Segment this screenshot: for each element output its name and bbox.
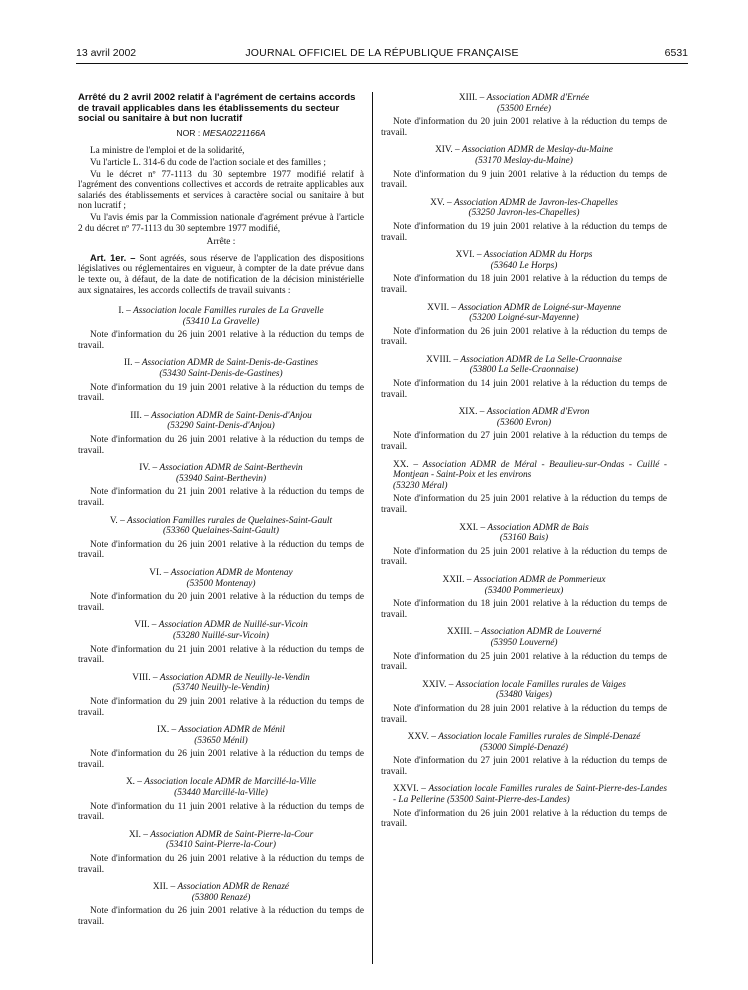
column-divider bbox=[372, 92, 373, 964]
agreement-heading bbox=[78, 411, 364, 422]
association-location: (53000 Simplé-Denazé) bbox=[479, 742, 569, 753]
agreement-heading bbox=[381, 732, 667, 743]
association-name: Association ADMR de Renazé bbox=[177, 882, 290, 893]
visa-3: Vu l'avis émis par la Commission nationale d'agrément prévue à l'article 2 du décret nº 77-1113 du 30 septembre 1977 modifié, bbox=[78, 212, 364, 234]
agreement-heading bbox=[381, 523, 667, 534]
agreement-item bbox=[381, 355, 667, 400]
agreement-number: VIII. – bbox=[132, 672, 158, 683]
agreement-number: XIX. – bbox=[458, 407, 485, 418]
association-location: (53600 Evron) bbox=[496, 417, 552, 428]
association-name: Association locale Familles rurales de Simplé-Denazé bbox=[438, 732, 641, 743]
agreement-number: II. – bbox=[123, 358, 140, 369]
page-number: 6531 bbox=[664, 47, 688, 59]
agreement-number: XXV. – bbox=[407, 732, 436, 743]
agreement-number: XXI. – bbox=[459, 522, 486, 533]
agreement-number: V. – bbox=[109, 515, 125, 526]
agreement-heading bbox=[381, 680, 667, 691]
agreement-number: XII. – bbox=[152, 882, 176, 893]
agreement-item bbox=[78, 516, 364, 561]
agreement-heading bbox=[381, 198, 667, 209]
agreement-heading bbox=[381, 627, 667, 638]
visa-1: Vu l'article L. 314-6 du code de l'action sociale et des familles ; bbox=[90, 157, 326, 168]
association-location: (53740 Neuilly-le-Vendin) bbox=[172, 683, 270, 694]
agreement-heading bbox=[78, 568, 364, 579]
agreement-heading bbox=[78, 306, 364, 317]
agreement-number: XXIV. – bbox=[422, 679, 454, 690]
arrete-line: Arrête : bbox=[206, 237, 236, 248]
agreement-heading bbox=[78, 620, 364, 631]
association-name: Association Familles rurales de Quelaines-Saint-Gault bbox=[127, 515, 333, 526]
information-note: Note d'information du 11 juin 2001 relative à la réduction du temps de travail. bbox=[78, 801, 364, 823]
information-note: Note d'information du 26 juin 2001 relative à la réduction du temps de travail. bbox=[78, 539, 364, 561]
header-rule bbox=[76, 63, 688, 64]
association-name: Association ADMR de La Selle-Craonnaise bbox=[460, 354, 622, 365]
agreement-number: VII. – bbox=[134, 620, 157, 631]
issue-date: 13 avril 2002 bbox=[76, 47, 137, 59]
agreement-item bbox=[381, 460, 667, 516]
association-name: Association ADMR de Louverné bbox=[481, 627, 602, 638]
agreement-item bbox=[381, 198, 667, 243]
agreement-list-right bbox=[381, 93, 667, 830]
agreement-item bbox=[381, 680, 667, 725]
association-location: (53940 Saint-Berthevin) bbox=[175, 473, 267, 484]
association-location: (53440 Marcillé-la-Ville) bbox=[174, 788, 268, 799]
information-note: Note d'information du 9 juin 2001 relative à la réduction du temps de travail. bbox=[381, 169, 667, 191]
nor-reference bbox=[78, 128, 364, 139]
association-name: Association ADMR de Saint-Berthevin bbox=[159, 463, 303, 474]
agreement-number: I. – bbox=[118, 306, 131, 317]
information-note: Note d'information du 29 juin 2001 relative à la réduction du temps de travail. bbox=[78, 696, 364, 718]
agreement-heading bbox=[381, 93, 667, 104]
agreement-heading bbox=[78, 882, 364, 893]
agreement-item bbox=[381, 523, 667, 568]
page-header bbox=[76, 47, 688, 63]
association-name: Association ADMR du Horps bbox=[483, 250, 593, 261]
information-note: Note d'information du 18 juin 2001 relative à la réduction du temps de travail. bbox=[381, 599, 667, 620]
agreement-heading bbox=[381, 355, 667, 366]
information-note: Note d'information du 20 juin 2001 relative à la réduction du temps de travail. bbox=[381, 117, 667, 138]
association-location: (53280 Nuillé-sur-Vicoin) bbox=[173, 630, 269, 641]
association-location: (53290 Saint-Denis-d'Anjou) bbox=[167, 421, 275, 432]
agreement-item bbox=[381, 303, 667, 348]
article-text: Sont agréés, sous réserve de l'application des dispositions législatives ou réglementaires en vigueur, à compter de la date prévue dans le texte ou, à défaut, de la date de notification de la décision ministérielle aux signataires, les accords collectifs de travail suivants : bbox=[78, 253, 364, 296]
association-location: (53160 Bais) bbox=[499, 533, 549, 544]
association-location: (53650 Ménil) bbox=[194, 735, 248, 746]
association-location: (53230 Méral) bbox=[393, 480, 448, 491]
agreement-list-left bbox=[78, 306, 364, 928]
association-name: Association ADMR de Ménil bbox=[178, 725, 285, 736]
association-location: (53800 Renazé) bbox=[191, 892, 251, 903]
agreement-heading bbox=[381, 784, 667, 805]
agreement-item bbox=[381, 250, 667, 295]
association-name: Association locale Familles rurales de Vaiges bbox=[455, 679, 626, 690]
information-note: Note d'information du 25 juin 2001 relative à la réduction du temps de travail. bbox=[381, 651, 667, 673]
association-location: (53360 Quelaines-Saint-Gault) bbox=[163, 526, 279, 537]
agreement-heading bbox=[381, 250, 667, 261]
agreement-heading bbox=[78, 358, 364, 369]
agreement-item bbox=[381, 575, 667, 620]
association-name: Association ADMR de Meslay-du-Maine bbox=[462, 145, 613, 156]
agreement-item bbox=[78, 620, 364, 665]
visa-2: Vu le décret nº 77-1113 du 30 septembre 1977 modifié relatif à l'agrément des conventions collectives et accords de retraite applicables aux salariés des établissements et services à caractère social ou sanitaire à but non lucratif ; bbox=[78, 169, 364, 212]
information-note: Note d'information du 27 juin 2001 relative à la réduction du temps de travail. bbox=[381, 756, 667, 777]
agreement-number: XXII. – bbox=[442, 574, 472, 585]
decree-title: Arrêté du 2 avril 2002 relatif à l'agrément de certains accords de travail applicables dans les établissements du secteur social ou sanitaire à but non lucratif bbox=[78, 92, 356, 125]
agreement-heading bbox=[381, 575, 667, 586]
agreement-number: XVII. – bbox=[427, 302, 456, 313]
association-location: (53410 La Gravelle) bbox=[182, 316, 260, 327]
agreement-number: IX. – bbox=[157, 725, 177, 736]
agreement-item bbox=[381, 784, 667, 829]
information-note: Note d'information du 21 juin 2001 relative à la réduction du temps de travail. bbox=[78, 487, 364, 508]
information-note: Note d'information du 18 juin 2001 relative à la réduction du temps de travail. bbox=[381, 274, 667, 295]
information-note: Note d'information du 19 juin 2001 relative à la réduction du temps de travail. bbox=[78, 382, 364, 404]
association-name: Association locale Familles rurales de La Gravelle bbox=[133, 306, 324, 317]
association-name: Association locale ADMR de Marcillé-la-Ville bbox=[144, 777, 317, 788]
agreement-heading bbox=[78, 777, 364, 788]
information-note: Note d'information du 28 juin 2001 relative à la réduction du temps de travail. bbox=[381, 703, 667, 725]
nor-label: NOR : bbox=[176, 127, 203, 138]
association-location: (53640 Le Horps) bbox=[490, 260, 558, 271]
association-location: (53410 Saint-Pierre-la-Cour) bbox=[166, 840, 276, 851]
right-column bbox=[381, 93, 667, 837]
agreement-heading bbox=[78, 725, 364, 736]
agreement-item bbox=[78, 882, 364, 927]
information-note: Note d'information du 19 juin 2001 relative à la réduction du temps de travail. bbox=[381, 221, 667, 243]
information-note: Note d'information du 26 juin 2001 relative à la réduction du temps de travail. bbox=[381, 326, 667, 348]
left-column bbox=[78, 93, 364, 935]
agreement-number: XVI. – bbox=[455, 250, 482, 261]
agreement-item bbox=[78, 411, 364, 456]
agreement-item bbox=[78, 306, 364, 351]
association-location: (53480 Vaiges) bbox=[495, 690, 553, 701]
association-name: Association locale Familles rurales de Saint-Pierre-des-Landes - La Pellerine (53500 Saint-Pierre-des-Landes) bbox=[393, 784, 667, 806]
agreement-number: XV. – bbox=[430, 197, 452, 208]
association-name: Association ADMR de Bais bbox=[487, 522, 589, 533]
agreement-item bbox=[381, 145, 667, 190]
agreement-number: XIII. – bbox=[458, 93, 485, 103]
agreement-heading bbox=[381, 407, 667, 418]
agreement-heading bbox=[381, 145, 667, 156]
association-location: (53500 Montenay) bbox=[186, 578, 256, 589]
association-name: Association ADMR de Saint-Pierre-la-Cour bbox=[150, 829, 314, 840]
association-name: Association ADMR d'Ernée bbox=[486, 93, 590, 103]
association-name: Association ADMR de Méral - Beaulieu-sur-Ondas - Cuillé - Montjean - Saint-Poix et les environs bbox=[393, 459, 667, 481]
minister-line: La ministre de l'emploi et de la solidarité, bbox=[90, 146, 245, 157]
agreement-item bbox=[381, 627, 667, 672]
information-note: Note d'information du 26 juin 2001 relative à la réduction du temps de travail. bbox=[78, 749, 364, 770]
association-location: (53400 Pommerieux) bbox=[484, 585, 564, 596]
agreement-heading bbox=[381, 460, 667, 481]
association-name: Association ADMR de Neuilly-le-Vendin bbox=[159, 672, 310, 683]
article-label: Art. 1er. – bbox=[90, 252, 136, 263]
agreement-item bbox=[78, 830, 364, 875]
association-location: (53250 Javron-les-Chapelles) bbox=[468, 208, 580, 219]
information-note: Note d'information du 26 juin 2001 relative à la réduction du temps de travail. bbox=[381, 808, 667, 830]
agreement-item bbox=[78, 358, 364, 403]
information-note: Note d'information du 25 juin 2001 relative à la réduction du temps de travail. bbox=[381, 494, 667, 515]
agreement-item bbox=[381, 93, 667, 138]
association-location: (53950 Louverné) bbox=[490, 637, 558, 648]
association-name: Association ADMR de Loigné-sur-Mayenne bbox=[458, 302, 621, 313]
information-note: Note d'information du 27 juin 2001 relative à la réduction du temps de travail. bbox=[381, 431, 667, 453]
information-note: Note d'information du 26 juin 2001 relative à la réduction du temps de travail. bbox=[78, 330, 364, 351]
agreement-heading bbox=[381, 303, 667, 314]
association-name: Association ADMR d'Evron bbox=[486, 407, 590, 418]
agreement-heading bbox=[78, 830, 364, 841]
information-note: Note d'information du 21 juin 2001 relative à la réduction du temps de travail. bbox=[78, 644, 364, 666]
agreement-item bbox=[381, 407, 667, 452]
information-note: Note d'information du 20 juin 2001 relative à la réduction du temps de travail. bbox=[78, 592, 364, 613]
information-note: Note d'information du 25 juin 2001 relative à la réduction du temps de travail. bbox=[381, 546, 667, 568]
agreement-number: XIV. – bbox=[435, 145, 460, 156]
association-location: (53430 Saint-Denis-de-Gastines) bbox=[159, 369, 283, 380]
association-location: (53800 La Selle-Craonnaise) bbox=[469, 365, 579, 376]
information-note: Note d'information du 26 juin 2001 relative à la réduction du temps de travail. bbox=[78, 854, 364, 875]
information-note: Note d'information du 26 juin 2001 relative à la réduction du temps de travail. bbox=[78, 435, 364, 456]
agreement-item bbox=[78, 725, 364, 770]
association-name: Association ADMR de Saint-Denis-d'Anjou bbox=[151, 410, 312, 421]
journal-title: JOURNAL OFFICIEL DE LA RÉPUBLIQUE FRANÇAISE bbox=[245, 47, 519, 59]
agreement-item bbox=[78, 568, 364, 613]
information-note: Note d'information du 26 juin 2001 relative à la réduction du temps de travail. bbox=[78, 906, 364, 927]
association-name: Association ADMR de Nuillé-sur-Vicoin bbox=[158, 620, 308, 631]
agreement-item bbox=[78, 463, 364, 508]
agreement-item bbox=[381, 732, 667, 777]
agreement-item bbox=[78, 777, 364, 822]
agreement-number: IV. – bbox=[139, 463, 158, 474]
agreement-number: XX. – bbox=[393, 459, 418, 470]
association-location: (53170 Meslay-du-Maine) bbox=[475, 155, 573, 166]
agreement-heading bbox=[78, 673, 364, 684]
information-note: Note d'information du 14 juin 2001 relative à la réduction du temps de travail. bbox=[381, 379, 667, 400]
association-name: Association ADMR de Javron-les-Chapelles bbox=[453, 197, 618, 208]
association-name: Association ADMR de Pommerieux bbox=[473, 574, 606, 585]
nor-value: MESA0221166A bbox=[202, 127, 266, 138]
agreement-number: XXVI. – bbox=[393, 784, 426, 795]
association-location: (53500 Ernée) bbox=[497, 103, 551, 114]
agreement-number: VI. – bbox=[149, 567, 169, 578]
association-location: (53200 Loigné-sur-Mayenne) bbox=[469, 313, 579, 324]
agreement-number: X. – bbox=[125, 777, 142, 788]
agreement-number: XI. – bbox=[128, 829, 148, 840]
article-1 bbox=[78, 253, 364, 296]
agreement-number: XXIII. – bbox=[446, 627, 479, 638]
agreement-number: XVIII. – bbox=[426, 354, 459, 365]
agreement-heading bbox=[78, 463, 364, 474]
agreement-number: III. – bbox=[130, 410, 149, 421]
association-name: Association ADMR de Saint-Denis-de-Gastines bbox=[141, 358, 318, 369]
association-name: Association ADMR de Montenay bbox=[170, 567, 293, 578]
agreement-item bbox=[78, 673, 364, 718]
agreement-heading bbox=[78, 516, 364, 527]
